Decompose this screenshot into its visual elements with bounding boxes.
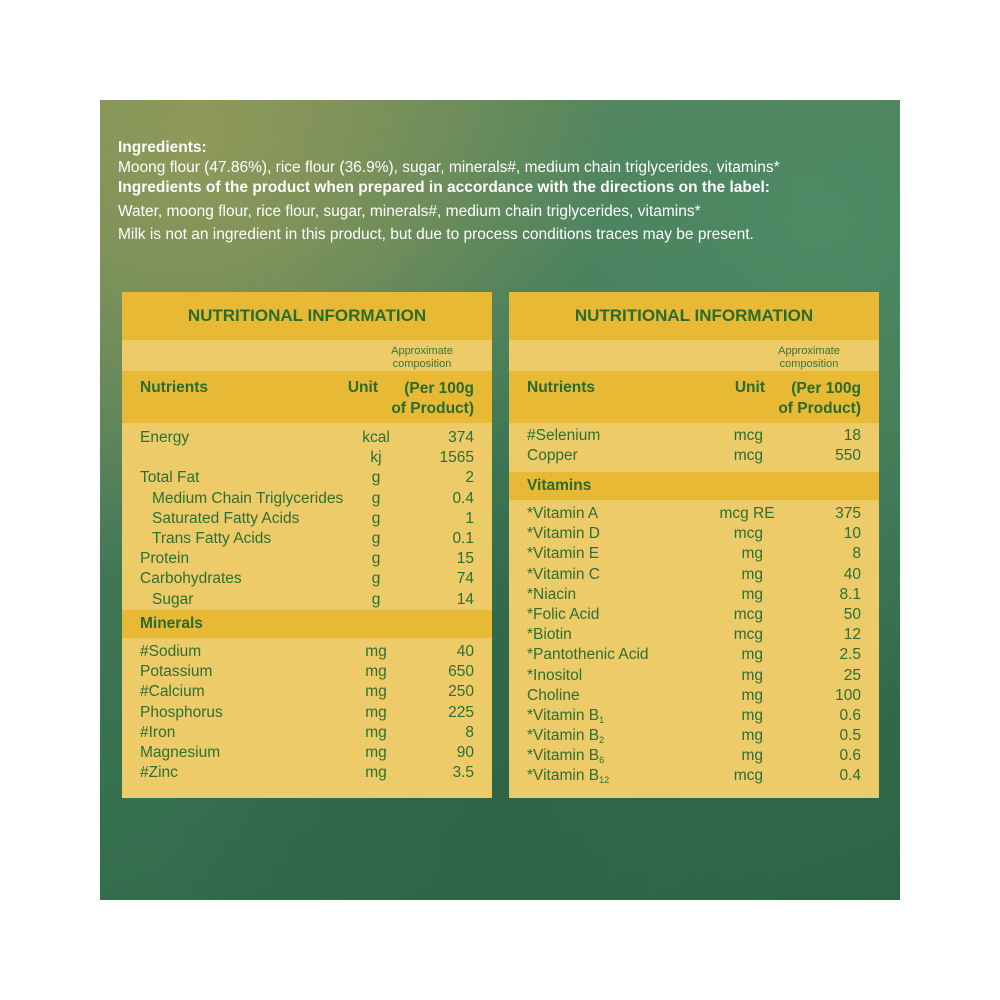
- nutrient-value: 0.6: [839, 706, 861, 724]
- table-row: [509, 666, 879, 686]
- approx-line-2: composition: [779, 358, 839, 370]
- nutrient-name: [140, 428, 189, 448]
- nutrient-value: 15: [456, 550, 474, 568]
- nutrient-unit: g: [371, 570, 381, 588]
- nutrient-rows: [509, 426, 879, 466]
- nutrient-value: 0.1: [452, 529, 474, 547]
- nutrient-value: 1: [465, 509, 474, 527]
- nutrient-value: 225: [448, 703, 474, 721]
- table-row: [122, 509, 492, 529]
- mineral-rows: [122, 642, 492, 783]
- nutrient-unit: mcg: [733, 447, 763, 465]
- nutrient-unit: mg: [741, 727, 763, 745]
- per-line-1: (Per 100g: [404, 380, 474, 397]
- nutrient-value: 40: [456, 643, 474, 660]
- col-header-unit: Unit: [347, 379, 378, 396]
- table-row: [122, 723, 492, 743]
- nutrient-name: [140, 569, 242, 589]
- per-line-1: (Per 100g: [791, 380, 861, 397]
- ingredients-heading: Ingredients:: [118, 139, 207, 156]
- nutrient-value: 8.1: [839, 585, 861, 603]
- nutrient-value: 50: [843, 605, 861, 623]
- nutrient-value: 0.6: [839, 747, 861, 765]
- nutrient-name-text: Saturated Fatty Acids: [152, 509, 300, 527]
- nutrition-table-left: [122, 292, 492, 798]
- nutrient-name: [527, 605, 599, 625]
- nutrient-value: 3.5: [452, 764, 474, 782]
- vitamin-rows: [509, 504, 879, 787]
- nutrient-value: 375: [835, 505, 861, 522]
- nutrient-unit: mcg RE: [719, 505, 775, 522]
- nutrient-name-text: *Inositol: [527, 666, 583, 684]
- nutrient-value: 100: [835, 686, 861, 704]
- nutrient-value: 1565: [439, 449, 474, 467]
- nutrient-name-text: #Selenium: [527, 427, 601, 444]
- table-row: [509, 426, 879, 446]
- nutrient-unit: mg: [365, 764, 387, 782]
- nutrient-name-text: Potassium: [140, 663, 213, 681]
- nutrient-unit: mg: [741, 686, 763, 704]
- nutrient-subscript: 12: [599, 775, 610, 786]
- nutrient-name-text: *Vitamin D: [527, 525, 600, 543]
- nutrient-value: 374: [448, 429, 474, 446]
- nutrient-value: 250: [448, 683, 474, 701]
- table-row: [122, 448, 492, 468]
- milk-note: Milk is not an ingredient in this product, but due to process conditions traces may be present.: [118, 226, 754, 243]
- nutrient-unit: g: [371, 590, 381, 608]
- table-row: [509, 686, 879, 706]
- nutrient-name-text: *Folic Acid: [527, 605, 600, 623]
- table-row: [122, 743, 492, 763]
- nutrient-name-text: *Vitamin B: [527, 767, 600, 785]
- table-row: [122, 642, 492, 662]
- nutrient-name-text: Protein: [140, 550, 190, 568]
- nutrient-name-text: Choline: [527, 686, 580, 704]
- col-header-nutrients: Nutrients: [140, 379, 209, 396]
- nutrient-name-text: Trans Fatty Acids: [152, 529, 272, 547]
- approximate-composition-label: [761, 345, 857, 371]
- nutrient-name: [140, 662, 212, 682]
- nutrient-unit: kj: [370, 449, 382, 467]
- approx-line-1: Approximate: [778, 345, 840, 357]
- table-row: [509, 446, 879, 466]
- table-row: [122, 489, 492, 509]
- nutrient-name: [527, 544, 599, 564]
- table-row: [122, 763, 492, 783]
- nutrient-unit: mg: [741, 706, 763, 724]
- table-row: [122, 569, 492, 589]
- nutrient-subscript: 2: [599, 735, 605, 746]
- nutrient-name: [140, 682, 205, 702]
- nutrient-name-text: #Iron: [140, 723, 176, 741]
- approximate-composition-label: [374, 345, 470, 371]
- table-row: [509, 645, 879, 665]
- nutrient-unit: mcg: [733, 767, 763, 785]
- nutrient-name-text: Magnesium: [140, 743, 221, 761]
- table-row: [122, 529, 492, 549]
- nutrient-name: [527, 766, 609, 786]
- nutrient-name: [527, 524, 600, 544]
- nutrient-value: 14: [456, 590, 474, 608]
- nutrient-unit: mg: [365, 743, 387, 761]
- nutrient-name-text: #Calcium: [140, 683, 205, 701]
- nutrient-value: 650: [448, 663, 474, 681]
- prepared-ingredients-text: Water, moong flour, rice flour, sugar, minerals#, medium chain triglycerides, vitamins*: [118, 203, 701, 220]
- nutrient-value: 0.4: [452, 489, 474, 507]
- nutrient-name: [152, 590, 193, 610]
- nutrient-value: 0.5: [839, 727, 861, 745]
- table-row: [122, 590, 492, 610]
- nutrient-name-text: *Vitamin B: [527, 727, 600, 745]
- minerals-heading: Minerals: [140, 615, 203, 632]
- nutrient-unit: mcg: [733, 427, 763, 444]
- nutrient-name: [527, 426, 600, 446]
- table-row: [509, 706, 879, 726]
- table-row: [122, 468, 492, 488]
- table-row: [122, 428, 492, 448]
- nutrient-name: [527, 686, 580, 706]
- table-row: [509, 585, 879, 605]
- nutrient-name: [140, 743, 220, 763]
- table-header-row: [122, 371, 492, 423]
- nutrient-value: 12: [843, 626, 861, 644]
- nutrient-name-text: *Vitamin E: [527, 545, 600, 563]
- nutrient-unit: mg: [365, 703, 387, 721]
- nutrient-value: 8: [852, 545, 861, 563]
- nutrient-value: 40: [843, 565, 861, 583]
- col-header-per-100g: [391, 379, 474, 419]
- table-row: [509, 726, 879, 746]
- nutrient-name: [527, 726, 604, 746]
- nutrition-table-title: NUTRITIONAL INFORMATION: [122, 292, 492, 340]
- nutrient-unit: mg: [741, 565, 763, 583]
- label-panel: [100, 100, 900, 900]
- table-row: [122, 682, 492, 702]
- nutrient-name: [140, 642, 201, 662]
- nutrient-subscript: 1: [599, 714, 605, 725]
- nutrient-name-text: Energy: [140, 429, 190, 446]
- nutrient-name-text: Phosphorus: [140, 703, 223, 721]
- nutrient-name: [527, 446, 578, 466]
- table-row: [122, 703, 492, 723]
- nutrient-name: [527, 565, 600, 585]
- col-header-per-100g: [778, 379, 861, 419]
- nutrient-rows: [122, 428, 492, 610]
- table-row: [509, 625, 879, 645]
- ingredients-block: [118, 138, 888, 245]
- nutrient-unit: mcg: [733, 626, 763, 644]
- nutrient-unit: mg: [365, 643, 387, 660]
- table-row: [509, 746, 879, 766]
- approx-line-1: Approximate: [391, 345, 453, 357]
- nutrient-value: 550: [835, 447, 861, 465]
- col-header-nutrients: Nutrients: [527, 379, 596, 396]
- nutrient-unit: mg: [365, 683, 387, 701]
- nutrient-unit: g: [371, 509, 381, 527]
- nutrient-unit: g: [371, 469, 381, 487]
- table-row: [509, 524, 879, 544]
- nutrient-name: [140, 549, 189, 569]
- nutrient-name: [140, 468, 199, 488]
- nutrient-value: 8: [465, 723, 474, 741]
- nutrient-name: [527, 746, 604, 766]
- nutrient-name-text: *Biotin: [527, 626, 572, 644]
- nutrient-value: 90: [456, 743, 474, 761]
- table-row: [122, 549, 492, 569]
- nutrient-name: [152, 489, 343, 509]
- nutrient-name: [527, 625, 572, 645]
- nutrient-subscript: 6: [599, 755, 605, 766]
- nutrient-unit: mcg: [733, 605, 763, 623]
- nutrient-name-text: *Vitamin B: [527, 747, 600, 765]
- nutrient-unit: mg: [741, 585, 763, 603]
- table-row: [509, 766, 879, 786]
- nutrient-name-text: *Pantothenic Acid: [527, 646, 649, 664]
- nutrient-name: [140, 723, 175, 743]
- nutrition-table-right: [509, 292, 879, 798]
- minerals-section-band: [122, 610, 492, 638]
- nutrient-value: 2.5: [839, 646, 861, 664]
- nutrient-name-text: *Vitamin C: [527, 565, 600, 583]
- table-row: [509, 605, 879, 625]
- prepared-ingredients-heading: Ingredients of the product when prepared in accordance with the directions on the label:: [118, 179, 770, 196]
- nutrient-value: 2: [465, 469, 474, 487]
- table-header-row: [509, 371, 879, 423]
- nutrient-name: [140, 703, 223, 723]
- nutrient-name-text: #Zinc: [140, 764, 178, 782]
- nutrient-name-text: Sugar: [152, 590, 194, 608]
- nutrient-name: [140, 763, 178, 783]
- nutrient-unit: mg: [365, 723, 387, 741]
- nutrient-unit: kcal: [362, 429, 390, 446]
- per-line-2: of Product): [778, 400, 861, 417]
- vitamins-heading: Vitamins: [527, 477, 592, 494]
- nutrient-unit: mg: [741, 646, 763, 664]
- nutrition-table-title: NUTRITIONAL INFORMATION: [509, 292, 879, 340]
- nutrient-value: 74: [456, 570, 474, 588]
- nutrient-name-text: *Vitamin B: [527, 706, 600, 724]
- nutrient-name: [527, 585, 576, 605]
- table-row: [509, 504, 879, 524]
- nutrient-name: [152, 509, 299, 529]
- table-row: [509, 544, 879, 564]
- nutrient-unit: mg: [741, 747, 763, 765]
- nutrient-value: 18: [843, 427, 861, 444]
- nutrient-name: [527, 666, 582, 686]
- ingredients-text: Moong flour (47.86%), rice flour (36.9%), sugar, minerals#, medium chain triglycerides, vitamins*: [118, 159, 780, 176]
- nutrient-name: [152, 529, 271, 549]
- nutrient-value: 0.4: [839, 767, 861, 785]
- per-line-2: of Product): [391, 400, 474, 417]
- nutrient-unit: mg: [741, 666, 763, 684]
- table-row: [509, 565, 879, 585]
- nutrient-name: [527, 645, 649, 665]
- nutrient-unit: g: [371, 550, 381, 568]
- nutrient-value: 25: [843, 666, 861, 684]
- vitamins-section-band: [509, 472, 879, 500]
- nutrient-name: [527, 504, 598, 524]
- table-row: [122, 662, 492, 682]
- nutrient-name-text: *Vitamin A: [527, 505, 599, 522]
- nutrient-name-text: Copper: [527, 447, 578, 465]
- nutrient-name-text: *Niacin: [527, 585, 577, 603]
- nutrient-unit: mg: [365, 663, 387, 681]
- nutrient-name-text: #Sodium: [140, 643, 202, 660]
- col-header-unit: Unit: [734, 379, 765, 396]
- nutrient-unit: g: [371, 489, 381, 507]
- nutrient-name-text: Medium Chain Triglycerides: [152, 489, 344, 507]
- nutrient-name: [527, 706, 604, 726]
- nutrient-name-text: Total Fat: [140, 469, 200, 487]
- nutrient-unit: g: [371, 529, 381, 547]
- approx-line-2: composition: [392, 358, 452, 370]
- nutrient-unit: mcg: [733, 525, 763, 543]
- nutrient-name-text: Carbohydrates: [140, 570, 242, 588]
- nutrient-value: 10: [843, 525, 861, 543]
- nutrient-unit: mg: [741, 545, 763, 563]
